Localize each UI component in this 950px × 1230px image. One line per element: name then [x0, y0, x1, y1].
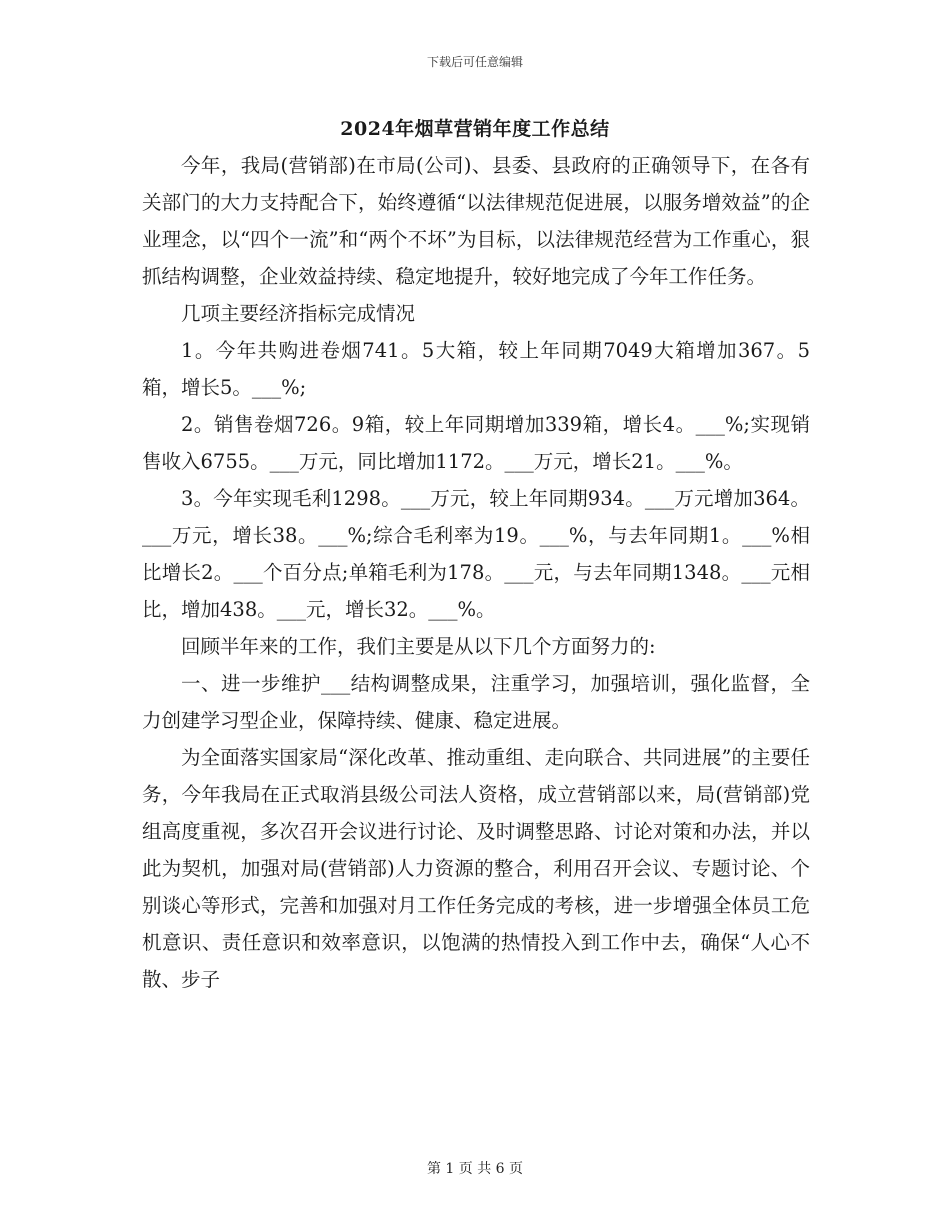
paragraph-indicators-heading: 几项主要经济指标完成情况 — [181, 302, 416, 325]
paragraph-item-3: 3。今年实现毛利1298。___万元，较上年同期934。___万元增加364。___万元，增长38。___%;综合毛利率为19。___%，与去年同期1。___%相比增长2。___个百分点;单箱毛利为178。___元，与去年同期1348。___元相比，增加438。___元，增长32。___%。 — [142, 487, 810, 621]
document-title: 2024年烟草营销年度工作总结 — [340, 118, 610, 140]
paragraph-review: 回顾半年来的工作，我们主要是从以下几个方面努力的: — [181, 635, 656, 658]
page-number: 第 1 页 共 6 页 — [426, 1161, 524, 1177]
paragraph-item-1: 1。今年共购进卷烟741。5大箱，较上年同期7049大箱增加367。5箱，增长5。___%; — [142, 339, 810, 399]
paragraph-intro: 今年，我局(营销部)在市局(公司)、县委、县政府的正确领导下，在各有关部门的大力支持配合下，始终遵循“以法律规范促进展，以服务增效益”的企业理念，以“四个一流”和“两个不坏”为目标，以法律规范经营为工作重心，狠抓结构调整，企业效益持续、稳定地提升，较好地完成了今年工作任务。 — [142, 154, 810, 288]
paragraph-section-1-body: 为全面落实国家局“深化改革、推动重组、走向联合、共同进展”的主要任务，今年我局在正式取消县级公司法人资格，成立营销部以来，局(营销部)党组高度重视，多次召开会议进行讨论、及时调整思路、讨论对策和办法，并以此为契机，加强对局(营销部)人力资源的整合，利用召开会议、专题讨论、个别谈心等形式，完善和加强对月工作任务完成的考核，进一步增强全体员工危机意识、责任意识和效率意识，以饱满的热情投入到工作中去，确保“人心不散、步子 — [142, 746, 810, 991]
paragraph-item-2: 2。销售卷烟726。9箱，较上年同期增加339箱，增长4。___%;实现销售收入6755。___万元，同比增加1172。___万元，增长21。___%。 — [142, 413, 810, 473]
header-note: 下载后可任意编辑 — [426, 55, 523, 69]
paragraph-section-1-heading: 一、进一步维护___结构调整成果，注重学习，加强培训，强化监督，全力创建学习型企业，保障持续、健康、稳定进展。 — [142, 672, 810, 732]
document-body — [142, 147, 810, 998]
